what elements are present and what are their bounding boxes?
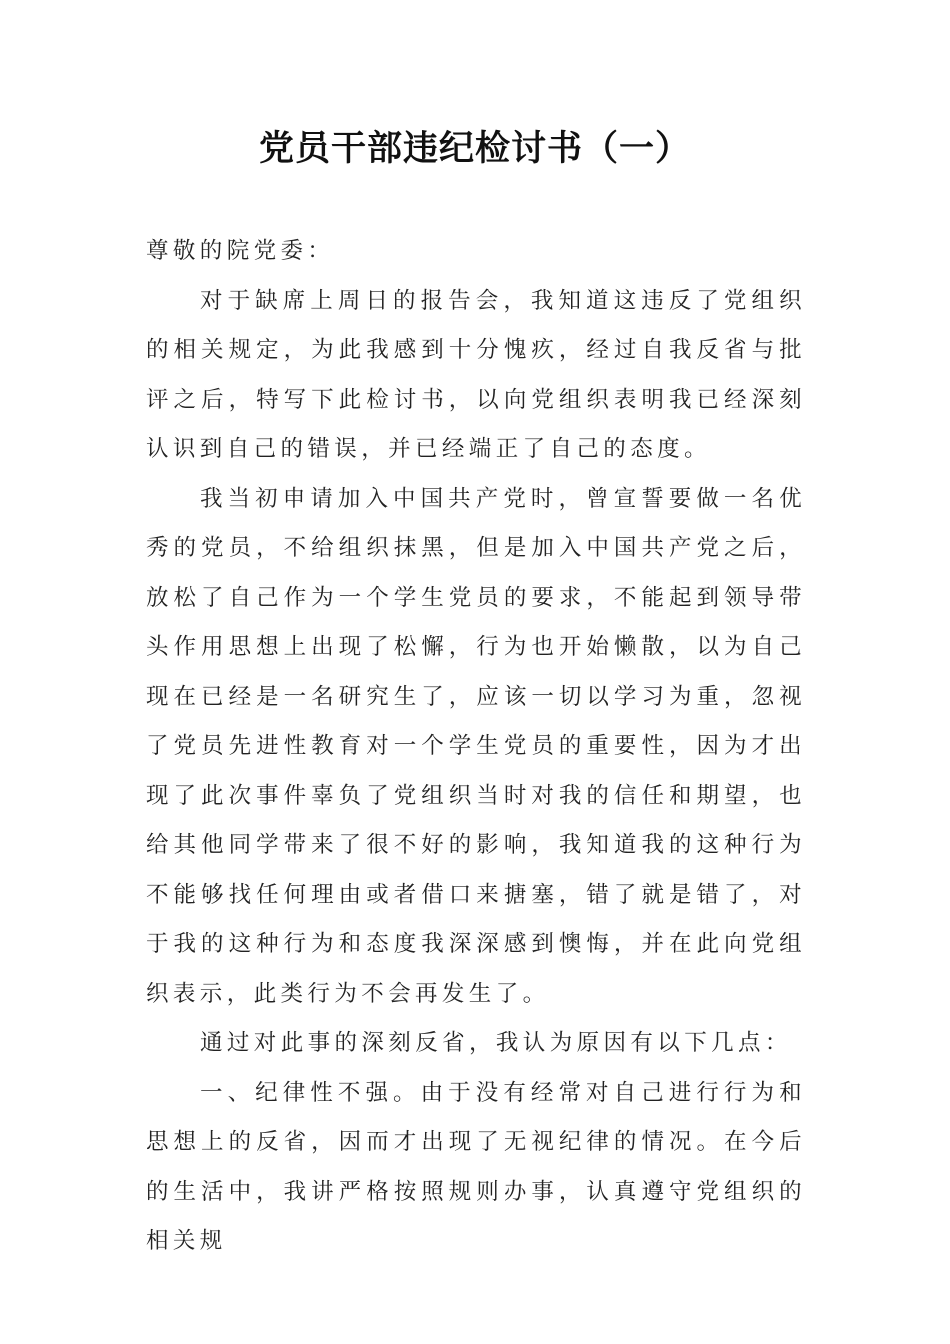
paragraph-reflection: 我当初申请加入中国共产党时，曾宣誓要做一名优秀的党员，不给组织抹黑，但是加入中国共产党之后，放松了自己作为一个学生党员的要求，不能起到领导带头作用思想上出现了松懈，行为也开始懒散，以为自己现在已经是一名研究生了，应该一切以学习为重，忽视了党员先进性教育对一个学生党员的重要性，因为才出现了此次事件辜负了党组织当时对我的信任和期望，也给其他同学带来了很不好的影响，我知道我的这种行为不能够找任何理由或者借口来搪塞，错了就是错了，对于我的这种行为和态度我深深感到懊悔，并在此向党组织表示，此类行为不会再发生了。	[146, 485, 806, 1007]
paragraph-absence-report: 对于缺席上周日的报告会，我知道这违反了党组织的相关规定，为此我感到十分愧疚，经过自我反省与批评之后，特写下此检讨书，以向党组织表明我已经深刻认识到自己的错误，并已经端正了自己的态度。	[146, 287, 806, 462]
paragraph-reason-one: 一、纪律性不强。由于没有经常对自己进行行为和思想上的反省，因而才出现了无视纪律的情况。在今后的生活中，我讲严格按照规则办事，认真遵守党组织的相关规	[146, 1079, 806, 1254]
paragraph-reasons-intro: 通过对此事的深刻反省，我认为原因有以下几点：	[200, 1030, 792, 1056]
salutation: 尊敬的院党委：	[146, 238, 335, 264]
document-body	[146, 227, 806, 1267]
document-title: 党员干部违纪检讨书（一）	[258, 128, 691, 169]
